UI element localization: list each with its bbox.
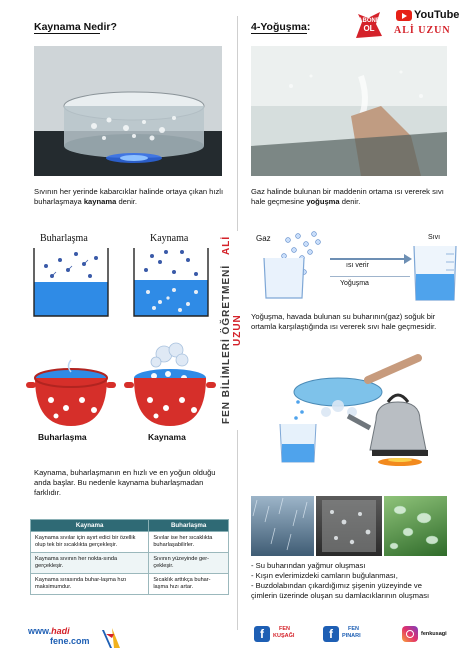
table-row — [31, 553, 229, 574]
fb1-top: FEN — [279, 626, 290, 632]
fb2-bottom: PINARI — [342, 633, 361, 639]
facebook-page-1[interactable] — [273, 626, 294, 640]
label-gas: Gaz — [256, 234, 271, 243]
facebook-icon[interactable]: f — [254, 626, 270, 642]
table-cell: Kaynama sıvılar için ayırt edici bir özellik olup tek bir sıcaklıkta gerçekleşir. — [31, 532, 149, 553]
dew-drops-photo — [384, 496, 447, 556]
arrow-line-lower — [330, 276, 410, 277]
foggy-window-photo — [316, 496, 382, 556]
facebook-page-2[interactable] — [342, 626, 361, 640]
condensation-definition: Gaz halinde bulunan bir maddenin ortama ısı vererek sıvı hale geçmesine yoğuşma denir. — [251, 187, 444, 206]
table-cell: Sıcaklık arttıkça buhar-laşma hızı artar. — [149, 574, 229, 595]
table-cell: Kaynama sırasında buhar-laşma hızı maksimumdur. — [31, 574, 149, 595]
table-cell: Sıvının yüzeyinde ger-çekleşir. — [149, 553, 229, 574]
table-cell: Sıvılar ise her sıcaklıkta buharlaşabilirler. — [149, 532, 229, 553]
pot-label-evaporation: Buharlaşma — [38, 432, 87, 442]
table-header-evaporation: Buharlaşma — [149, 520, 229, 532]
condensation-explanation: Yoğuşma, havada bulunan su buharının(gaz) soğuk bir ortamla karşılaştığında ısı vererek sıvı hale geçmesidir. — [251, 312, 437, 331]
fb2-top: FEN — [348, 626, 359, 632]
rain-photo — [251, 496, 314, 556]
instagram-icon[interactable] — [402, 626, 418, 642]
left-heading: Kaynama Nedir? — [34, 21, 117, 33]
table-header-row — [31, 520, 229, 532]
column-divider-lower — [237, 430, 238, 630]
site-com: .com — [68, 636, 90, 646]
boiling-pot-photo — [34, 46, 222, 176]
diagram-label-boiling: Kaynama — [150, 233, 189, 244]
boiling-definition: Sıvının her yerinde kabarcıklar halinde ortaya çıkan hızlı buharlaşmaya kaynama denir. — [34, 187, 224, 206]
subscribe-line2: OL — [363, 24, 375, 33]
comparison-table — [30, 519, 229, 595]
foggy-glass-photo — [251, 46, 447, 176]
table-cell: Kaynama sıvının her nokta-sında gerçekleşir. — [31, 553, 149, 574]
liquid-beaker — [410, 242, 460, 307]
gas-beaker — [258, 228, 328, 305]
site-hadi: hadi — [51, 626, 70, 636]
arrow-right — [330, 258, 410, 260]
list-item: - Buzdolabından çıkardığımız şişenin yüzeyinde ve çimlerin üzerinde oluşan su damlacıklarının oluşması — [251, 581, 430, 600]
subscribe-line1: ABONE — [358, 18, 380, 24]
arrow-label-condensation: Yoğuşma — [340, 280, 369, 287]
site-logo-icon — [100, 626, 122, 655]
heading-underline-right — [251, 33, 307, 34]
facebook-icon[interactable]: f — [323, 626, 339, 642]
boiling-summary: Kaynama, buharlaşmanın en hızlı ve en yoğun olduğu anda başlar. Bu nedenle kaynama buharlaşmadan farklıdır. — [34, 468, 216, 497]
heading-underline — [34, 33, 100, 34]
boiling-beaker — [130, 246, 212, 325]
youtube-icon[interactable] — [396, 10, 412, 21]
kettle-illustration — [268, 350, 458, 473]
channel-name: ALİ UZUN — [394, 25, 451, 36]
site-www: www. — [28, 626, 52, 636]
table-row — [31, 574, 229, 595]
boiling-pot — [124, 340, 216, 437]
vertical-brand — [221, 230, 243, 430]
arrow-label-heat: ısı verir — [346, 262, 369, 269]
right-heading: 4-Yoğuşma: — [251, 21, 311, 33]
condensation-examples — [251, 561, 447, 601]
site-logo[interactable] — [28, 626, 90, 646]
column-divider — [237, 16, 238, 231]
site-fene: fene — [50, 636, 69, 646]
vertical-name: ALİ UZUN — [221, 236, 243, 346]
table-row — [31, 532, 229, 553]
table-header-boiling: Kaynama — [31, 520, 149, 532]
vertical-title: FEN BİLİMLERİ ÖĞRETMENİ — [221, 264, 232, 424]
pot-label-boiling: Kaynama — [148, 432, 186, 442]
diagram-label-evaporation: Buharlaşma — [40, 233, 88, 244]
evaporation-beaker — [30, 246, 112, 325]
list-item: - Su buharından yağmur oluşması — [251, 561, 366, 570]
subscribe-badge[interactable] — [352, 8, 386, 42]
list-item: - Kışın evlerimizdeki camların buğulanması, — [251, 571, 398, 580]
instagram-handle[interactable]: fenkusagi — [421, 631, 447, 637]
label-liquid: Sıvı — [428, 234, 441, 241]
fb1-bottom: KUŞAĞI — [273, 633, 295, 639]
youtube-wordmark: YouTube — [414, 9, 460, 21]
evaporation-pot — [26, 356, 116, 437]
